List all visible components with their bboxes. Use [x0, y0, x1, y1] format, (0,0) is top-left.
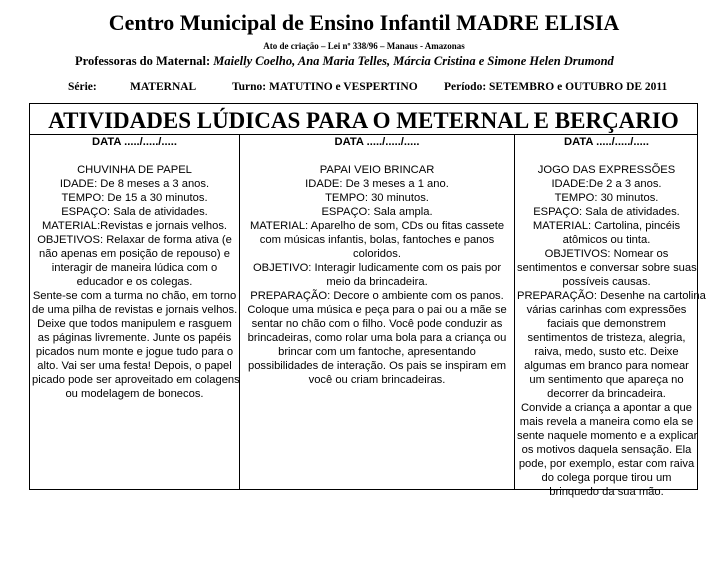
school-name-title: Centro Municipal de Ensino Infantil MADRE ELISIA [108, 10, 620, 35]
activity-text-line: PREPARAÇÃO: Desenhe na cartolina [517, 290, 706, 302]
activity-text-line: MATERIAL: Aparelho de som, CDs ou fitas cassete [249, 220, 505, 232]
activity-text-line: JOGO DAS EXPRESSÕES [537, 164, 676, 176]
teachers-line [75, 54, 614, 69]
activity-text-line: Sente-se com a turma no chão, em torno [32, 290, 237, 302]
activity-column-3 [515, 134, 706, 498]
activity-date: DATA ...../...../..... [92, 136, 177, 148]
activity-text-line: um sentimento que apareça no [529, 374, 684, 386]
activity-text-line: IDADE: De 3 meses a 1 ano. [305, 178, 449, 190]
activities-table [29, 103, 706, 498]
activity-text-line: Convide a criança a apontar a que [520, 402, 693, 414]
activity-text-line: possibilidades de interação. Os pais se inspiram em [247, 360, 507, 372]
activity-date: DATA ...../...../..... [564, 136, 649, 148]
activity-text-line: OBJETIVOS: Nomear os [544, 248, 669, 260]
activity-text-line: brinquedo da sua mão. [549, 486, 664, 498]
activity-text-line: sentimentos e conversar sobre suas [517, 262, 697, 274]
serie-value: MATERNAL [130, 81, 197, 93]
activity-text-line: várias carinhas com expressões [526, 304, 687, 316]
activity-text-line: meio da brincadeira. [326, 276, 428, 288]
activity-body [240, 163, 514, 387]
activity-text-line: decorrer da brincadeira. [547, 388, 666, 400]
activity-text-line: ESPAÇO: Sala de atividades. [61, 206, 208, 218]
activity-text-line: ESPAÇO: Sala de atividades. [533, 206, 680, 218]
activity-column-1 [30, 134, 240, 489]
activity-text-line: as páginas livremente. Junte os papéis [37, 332, 232, 344]
activity-text-line: sentar no chão com o filho. Você pode conduzir as [251, 318, 503, 330]
teachers-label: Professoras do Maternal: [75, 54, 211, 68]
activity-text-line: coloridos. [353, 248, 401, 260]
activity-text-line: TEMPO: De 15 a 30 minutos. [61, 192, 208, 204]
activity-text-line: raiva, medo, susto etc. Deixe [534, 346, 679, 358]
activity-text-line: pode, por exemplo, estar com raiva [518, 458, 695, 470]
activity-text-line: sentimentos de tristeza, alegria, [527, 332, 686, 344]
activity-text-line: IDADE: De 8 meses a 3 anos. [59, 178, 210, 190]
activity-text-line: ESPAÇO: Sala ampla. [321, 206, 433, 218]
activity-text-line: TEMPO: 30 minutos. [325, 192, 429, 204]
activity-text-line: PAPAI VEIO BRINCAR [319, 164, 435, 176]
activity-text-line: possíveis causas. [562, 276, 651, 288]
table-title: ATIVIDADES LÚDICAS PARA O METERNAL E BERÇARIO [30, 104, 697, 135]
activity-text-line: ou modelagem de bonecos. [65, 388, 204, 400]
activity-body [30, 163, 239, 401]
activity-text-line: picado pode ser aproveitado em colagens [32, 374, 240, 386]
activity-text-line: sente naquele momento e a explicar [517, 430, 698, 442]
activity-text-line: OBJETIVOS: Relaxar de forma ativa (e [37, 234, 232, 246]
activity-text-line: OBJETIVO: Interagir ludicamente com os pais por [252, 262, 502, 274]
activity-date: DATA ...../...../..... [334, 136, 420, 148]
activity-text-line: não apenas em posição de repouso) e [39, 248, 230, 260]
activity-text-line: MATERIAL:Revistas e jornais velhos. [41, 220, 228, 232]
activity-text-line: PREPARAÇÃO: Decore o ambiente com os panos. [250, 290, 504, 302]
activity-column-2 [240, 134, 515, 489]
school-legal-subtitle: Ato de criação – Lei nº 338/96 – Manaus - Amazonas [263, 41, 465, 51]
activity-text-line: alto. Vai ser uma festa! Depois, o papel [37, 360, 232, 372]
activity-text-line: Coloque uma música e peça para o pai ou a mãe se [247, 304, 507, 316]
activity-text-line: com músicas infantis, bolas, fantoches e panos [259, 234, 495, 246]
teachers-names: Maielly Coelho, Ana Maria Telles, Márcia Cristina e Simone Helen Drumond [213, 54, 614, 68]
activity-text-line: CHUVINHA DE PAPEL [77, 164, 192, 176]
activity-text-line: faciais que demonstrem [547, 318, 666, 330]
activity-text-line: os motivos daquela sensação. Ela [521, 444, 692, 456]
activity-text-line: TEMPO: 30 minutos. [554, 192, 659, 204]
activity-text-line: mais revela a maneira como ela se [519, 416, 694, 428]
activity-body [515, 163, 706, 499]
activity-text-line: você ou criam brincadeiras. [308, 374, 446, 386]
activity-text-line: algumas em branco para nomear [524, 360, 689, 372]
activity-text-line: brincar com um fantoche, apresentando [278, 346, 476, 358]
turno-info: Turno: MATUTINO e VESPERTINO [232, 81, 418, 93]
activity-text-line: do colega porque tirou um [541, 472, 672, 484]
activity-text-line: brincadeiras, como rolar uma bola para a criança ou [247, 332, 507, 344]
activity-text-line: educador e os colegas. [76, 276, 193, 288]
activity-text-line: MATERIAL: Cartolina, pincéis [532, 220, 681, 232]
activity-text-line: interagir de maneira lúdica com o [51, 262, 218, 274]
activity-text-line: picados num monte e jogue tudo para o [35, 346, 234, 358]
serie-label: Série: [68, 81, 97, 93]
activity-text-line: atômicos ou tinta. [562, 234, 651, 246]
activity-text-line: Deixe que todos manipulem e rasguem [37, 318, 232, 330]
activity-text-line: de uma pilha de revistas e jornais velhos. [32, 304, 238, 316]
activity-text-line: IDADE:De 2 a 3 anos. [551, 178, 662, 190]
periodo-info: Período: SETEMBRO e OUTUBRO DE 2011 [444, 81, 668, 93]
